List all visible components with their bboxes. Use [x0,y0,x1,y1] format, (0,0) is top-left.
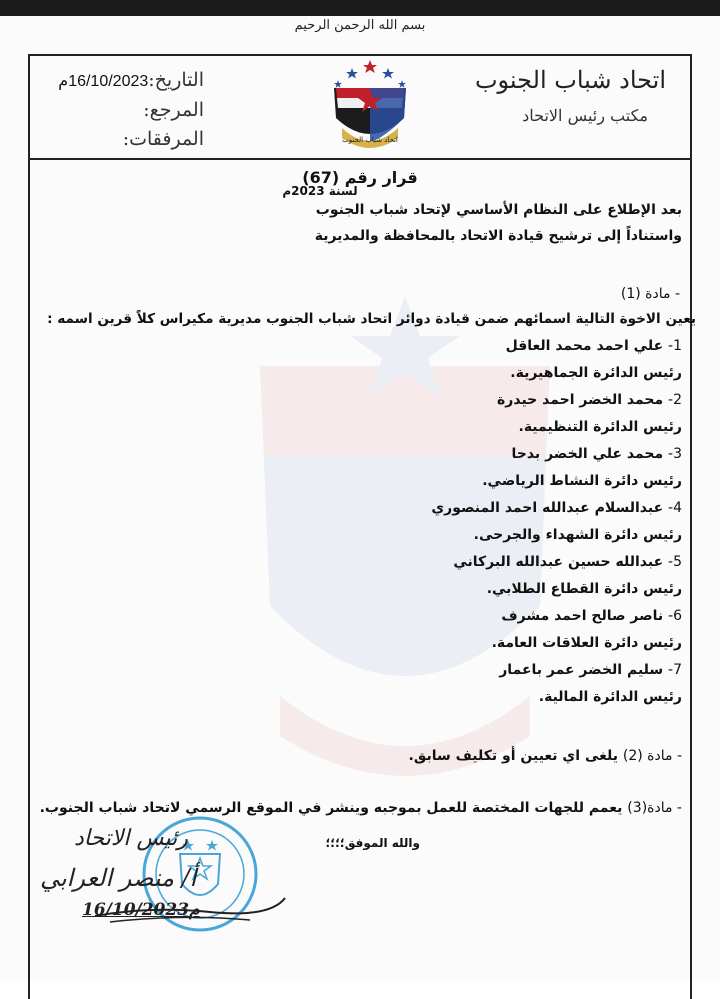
preamble-line-2: واستناداً إلى ترشيح قيادة الاتحاد بالمحافظة والمديرية [314,228,682,244]
article2-text: يلغى اي تعيين أو تكليف سابق. [408,748,618,764]
list-number: 1- [668,338,682,354]
article3-heading: - مادة(3) [627,800,682,816]
signatory-name: أ/ منصر العرابي [40,864,197,892]
article2 [409,748,682,764]
list-number: 5- [668,554,682,570]
appointee-3-role: رئيس دائرة النشاط الرياضي. [482,473,682,489]
article2-heading: - مادة (2) [622,748,682,764]
article3-text: يعمم للجهات المختصة للعمل بموجبه وينشر في الموقع الرسمي لاتحاد شباب الجنوب. [39,800,623,816]
reference-label: المرجع: [143,99,204,121]
attachments-label: المرفقات: [122,128,204,150]
appointee-6-role: رئيس دائرة العلاقات العامة. [491,635,682,651]
appointee-4-name [431,500,682,516]
appointee-7-name [499,662,682,678]
appointee-1-name [506,338,682,354]
document-page [0,16,720,981]
org-name: اتحاد شباب الجنوب [474,66,666,94]
article1-heading: - مادة (1) [620,286,680,302]
org-header [475,66,666,125]
preamble-line-1: بعد الإطلاع على النظام الأساسي لإتحاد شباب الجنوب [315,202,682,218]
signature-date: 16/10/2023م [82,900,200,920]
watermark-logo-icon [240,276,570,816]
appointee-1-role: رئيس الدائرة الجماهيرية. [510,365,682,381]
basmala: بسم الله الرحمن الرحيم [294,18,426,33]
appointee-5-name [453,554,682,570]
union-logo-icon [324,58,416,153]
appointee-name: سليم الخضر عمر باعمار [499,662,664,678]
date-row [34,66,204,96]
appointee-name: محمد علي الخضر بدحا [511,446,664,462]
appointee-2-role: رئيس الدائرة التنظيمية. [518,419,682,435]
signature-scribble-icon [90,876,290,926]
status-bar [0,0,720,16]
appointee-4-role: رئيس دائرة الشهداء والجرحى. [473,527,682,543]
decision-title: قرار رقم (67) [302,168,418,187]
list-number: 3- [668,446,682,462]
article1-intro: يعين الاخوة التالية اسمائهم ضمن قيادة دوائر اتحاد شباب الجنوب مديرية مكيراس كلاً قرين اسمه : [47,311,696,327]
date-value: 16/10/2023م [58,73,149,90]
signatory-title: رئيس الاتحاد [74,826,188,851]
appointee-3-name [512,446,683,462]
decision-year: لسنة 2023م [282,184,358,198]
appointee-name: علي احمد محمد العاقل [505,338,664,354]
list-number: 4- [668,500,682,516]
appointee-name: ناصر صالح احمد مشرف [501,608,664,624]
list-number: 2- [668,392,682,408]
logo-caption: اتحاد شباب الجنوب [342,136,398,144]
appointee-name: محمد الخضر احمد حيدرة [497,392,664,408]
appointee-6-name [501,608,682,624]
header-divider [30,158,690,160]
date-label: التاريخ: [148,69,204,91]
list-number: 7- [668,662,682,678]
list-number: 6- [668,608,682,624]
appointee-7-role: رئيس الدائرة المالية. [538,689,682,705]
appointee-5-role: رئيس دائرة القطاع الطلابي. [486,581,682,597]
article3 [40,800,682,816]
closing-text: والله الموفق؛؛؛؛ [325,836,420,850]
meta-block [34,66,204,154]
appointee-name: عبدالسلام عبدالله احمد المنصوري [431,500,664,516]
appointee-2-name [497,392,682,408]
office-name: مكتب رئيس الاتحاد [522,106,648,125]
appointee-name: عبدالله حسين عبدالله البركاني [453,554,664,570]
letterhead-frame [28,54,696,999]
